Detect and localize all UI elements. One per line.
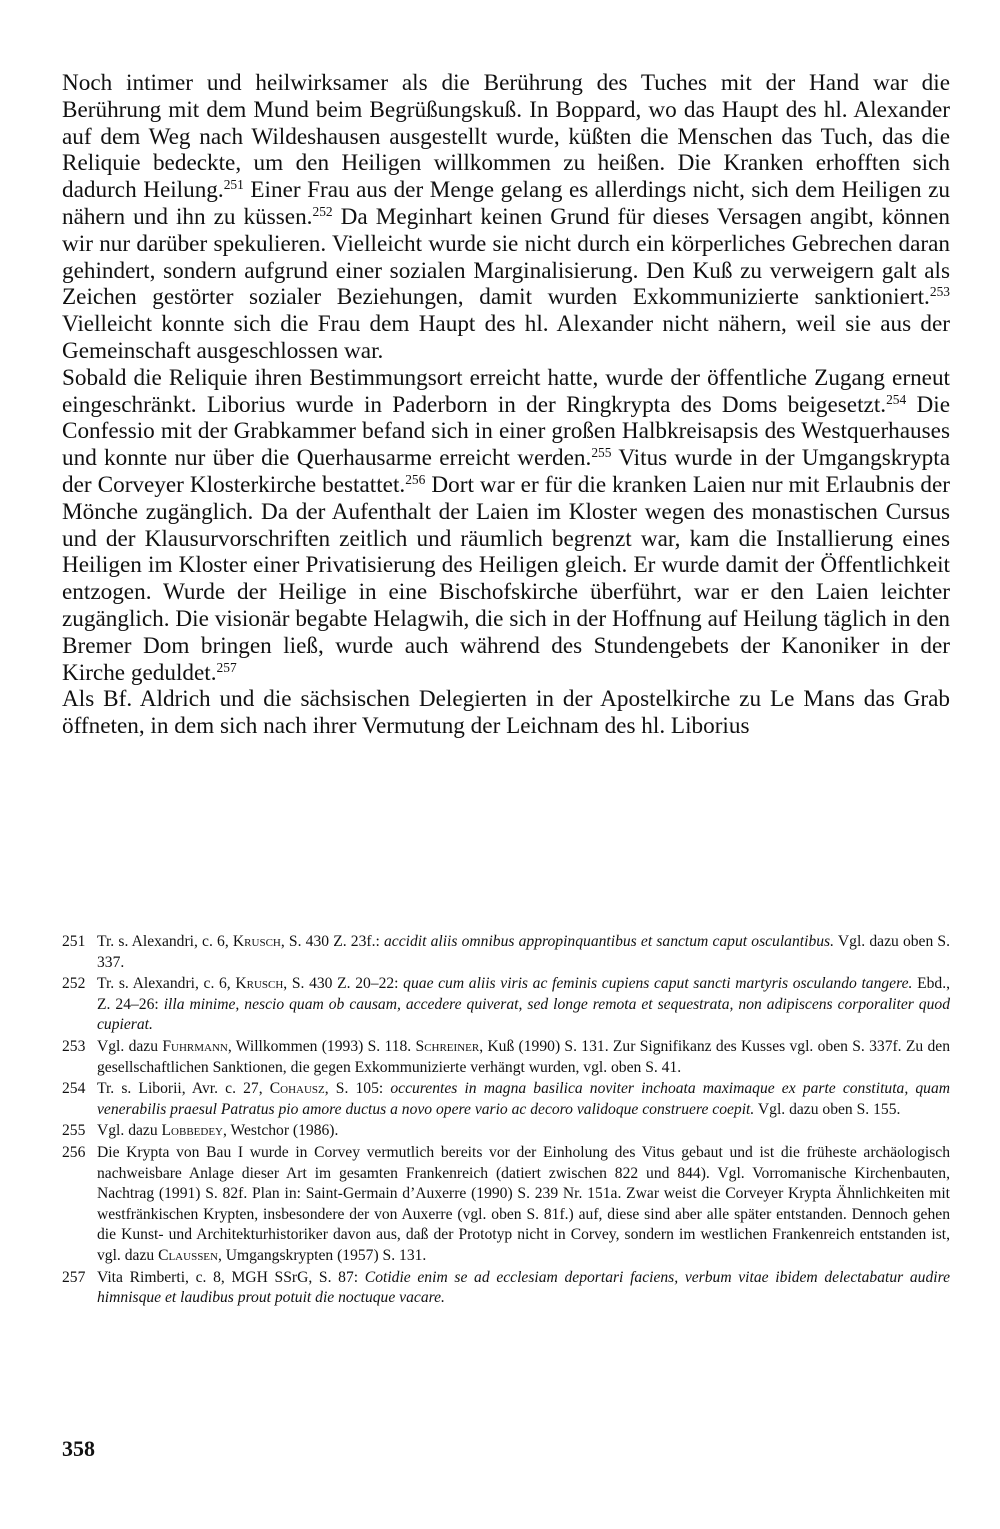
author-name: Lobbedey xyxy=(161,1122,224,1140)
text-run: Vgl. dazu oben S. 337. xyxy=(97,933,950,971)
page-number: 358 xyxy=(62,1436,95,1461)
text-run: Vita Rimberti, c. 8, MGH SSrG, S. 87: xyxy=(97,1268,365,1286)
paragraph xyxy=(62,70,950,365)
text-run: Noch intimer und heilwirksamer als die Berührung des Tuches mit der Hand war die Berührung mit dem Mund beim Begrüßungskuß. In Boppard, wo das Haupt des hl. Alexander auf dem Weg nach Wildeshausen ausgestellt wurde, küßten die Menschen das Tuch, das die Reliquie bedeckte, um den Heiligen willkommen zu heißen. Die Kranken erhofften sich dadurch Heilung. xyxy=(62,70,950,204)
text-run: , S. 105: xyxy=(324,1080,391,1098)
text-run: Die Krypta von Bau I wurde in Corvey vermutlich bereits vor der Einholung des Vitus gebaut und ist die früheste archäologisch nachweisbare Anlage dieser Art im gesamten Frankenreich (datiert zwischen 822 und 844). Vgl. Vorromanische Kirchenbauten, Nachtrag (1991) S. 82f. Plan in: Saint-Germain d’Auxerre (1990) S. 239 Nr. 151a. Zwar weist die Corveyer Krypta Ähnlichkeiten mit westfränkischen Krypten, insbesondere der von Auxerre (vgl. oben S. 81f.) auf, diese sind aber alle später entstanden. Dennoch gehen die Kunst- und Architekturhistoriker davon aus, daß der Prototyp nicht in Corvey, sondern im westlichen Frankenreich entstanden ist, vgl. dazu xyxy=(97,1143,950,1264)
footnote-text xyxy=(97,1268,950,1309)
author-name: Krusch xyxy=(235,975,284,993)
paragraph xyxy=(62,686,950,740)
author-name: Schreiner xyxy=(415,1037,480,1055)
footnote xyxy=(62,1037,950,1078)
text-run: Dort war er für die kranken Laien nur mit Erlaubnis der Mönche zugänglich. Da der Aufenthalt der Laien im Kloster wegen des monastischen Cursus und der Klausurvorschriften zeitlich und räumlich begrenzt war, kam die Installierung eines Heiligen im Kloster einer Privatisierung des Heiligen gleich. Er wurde damit der Öffentlichkeit entzogen. Wurde der Heilige in eine Bischofskirche überführt, war er den Laien leichter zugänglich. Die visionär begabte Helagwih, die sich in der Hoffnung auf Heilung täglich in den Bremer Dom bringen ließ, wurde auch während des Stundengebets der Kanoniker in der Kirche geduldet. xyxy=(62,471,950,686)
footnote-ref: 255 xyxy=(591,445,612,461)
footnote xyxy=(62,1121,950,1142)
text-run: Ebd., Z. 24–26: xyxy=(97,975,950,1013)
author-name: Krusch xyxy=(232,933,281,950)
text-run: Tr. s. Liborii, Avr. c. 27, xyxy=(97,1080,270,1098)
text-run: Vielleicht konnte sich die Frau dem Haupt des hl. Alexander nicht nähern, weil sie aus der Gemeinschaft ausgeschlossen war. xyxy=(62,311,950,364)
text-run: Einer Frau aus der Menge gelang es allerdings nicht, sich dem Heiligen zu nähern und ihn zu küssen. xyxy=(62,177,950,230)
footnote-text xyxy=(97,932,950,973)
footnote-ref: 256 xyxy=(405,471,426,487)
footnote xyxy=(62,932,950,973)
footnote-text xyxy=(97,1037,950,1078)
footnote-number: 253 xyxy=(62,1037,86,1055)
main-text xyxy=(62,70,950,740)
footnote-number: 257 xyxy=(62,1268,86,1286)
text-run: , Umgangskrypten (1957) S. 131. xyxy=(217,1246,427,1264)
text-run: Tr. s. Alexandri, c. 6, xyxy=(97,975,236,993)
footnote-ref: 251 xyxy=(223,177,244,193)
text-run: Als Bf. Aldrich und die sächsischen Delegierten in der Apostelkirche zu Le Mans das Grab öffneten, in dem sich nach ihrer Vermutung der Leichnam des hl. Liborius xyxy=(62,686,950,740)
footnote-ref: 253 xyxy=(929,284,950,300)
footnote-text xyxy=(97,1079,950,1120)
footnote-ref: 254 xyxy=(886,391,907,407)
text-run: Da Meginhart keinen Grund für dieses Versagen angibt, können wir nur darüber spekulieren. Vielleicht wurde sie nicht durch ein körperliches Gebrechen daran gehindert, sondern aufgrund einer sozialen Marginalisierung. Den Kuß zu verweigern galt als Zeichen gestörter sozialer Beziehungen, damit wurden Exkommunizierte sanktioniert. xyxy=(62,203,950,311)
footnote-ref: 252 xyxy=(312,203,333,219)
footnote-text xyxy=(97,974,950,1036)
text-run: Tr. s. Alexandri, c. 6, xyxy=(97,933,233,950)
italic-quote: occurentes in magna basilica noviter inchoata maximaque ex parte constituta, quam venerabilis praesul Patratus pio amore ductus a novo opere vario ac decoro validoque construere coepit. xyxy=(97,1080,951,1118)
author-name: Fuhrmann xyxy=(162,1037,228,1055)
footnote-text xyxy=(97,1121,950,1142)
text-run: Vgl. dazu xyxy=(97,1037,163,1055)
text-run: , S. 430 Z. 23f.: xyxy=(280,933,384,950)
text-run: , Westchor (1986). xyxy=(223,1122,339,1140)
paragraph xyxy=(62,365,950,687)
footnote-number: 254 xyxy=(62,1080,86,1098)
footnote-number: 256 xyxy=(62,1143,86,1161)
footnote xyxy=(62,1268,950,1309)
footnote-number: 252 xyxy=(62,975,86,993)
text-run: , Kuß (1990) S. 131. Zur Signifikanz des Kusses vgl. oben S. 337f. Zu den gesellschaftlichen Sanktionen, die gegen Exkommunizierte verhängt wurden, vgl. oben S. 41. xyxy=(97,1037,951,1076)
italic-quote: Cotidie enim se ad ecclesiam deportari faciens, verbum vitae ibidem delectabatur audire himnisque et laudibus prout potuit die noctuque vacare. xyxy=(97,1268,950,1307)
italic-quote: quae cum aliis viris ac feminis cupiens caput sancti martyris osculando tangere. xyxy=(403,975,913,993)
italic-quote: accidit aliis omnibus appropinquantibus et sanctum caput osculantibus. xyxy=(383,933,835,950)
text-run: Vitus wurde in der Umgangskrypta der Corveyer Klosterkirche bestattet. xyxy=(62,445,951,498)
text-run: Die Confessio mit der Grabkammer befand sich in einer großen Halbkreisapsis des Westquerhauses und konnte nur über die Querhausarme erreicht werden. xyxy=(62,391,951,472)
author-name: Cohausz xyxy=(269,1080,325,1098)
footnote-text xyxy=(97,1143,950,1267)
footnote-number: 251 xyxy=(62,933,86,950)
text-run: Vgl. dazu oben S. 155. xyxy=(754,1100,901,1118)
footnote-number: 255 xyxy=(62,1122,86,1140)
italic-quote: illa minime, nescio quam ob causam, accedere quiverat, sed longe remota et sequestrata, non adipiscens corporaliter quod cupierat. xyxy=(97,995,950,1034)
footnotes xyxy=(62,932,950,1310)
footnote xyxy=(62,1079,950,1120)
text-run: Vgl. dazu xyxy=(97,1122,162,1140)
text-run: , Willkommen (1993) S. 118. xyxy=(227,1037,416,1055)
footnote xyxy=(62,974,950,1036)
text-run: Sobald die Reliquie ihren Bestimmungsort erreicht hatte, wurde der öffentliche Zugang erneut eingeschränkt. Liborius wurde in Paderborn in der Ringkrypta des Doms beigesetzt. xyxy=(62,364,950,418)
text-run: , S. 430 Z. 20–22: xyxy=(283,975,404,993)
footnote-ref: 257 xyxy=(216,659,237,675)
author-name: Claussen xyxy=(158,1246,218,1264)
footnote xyxy=(62,1143,950,1267)
